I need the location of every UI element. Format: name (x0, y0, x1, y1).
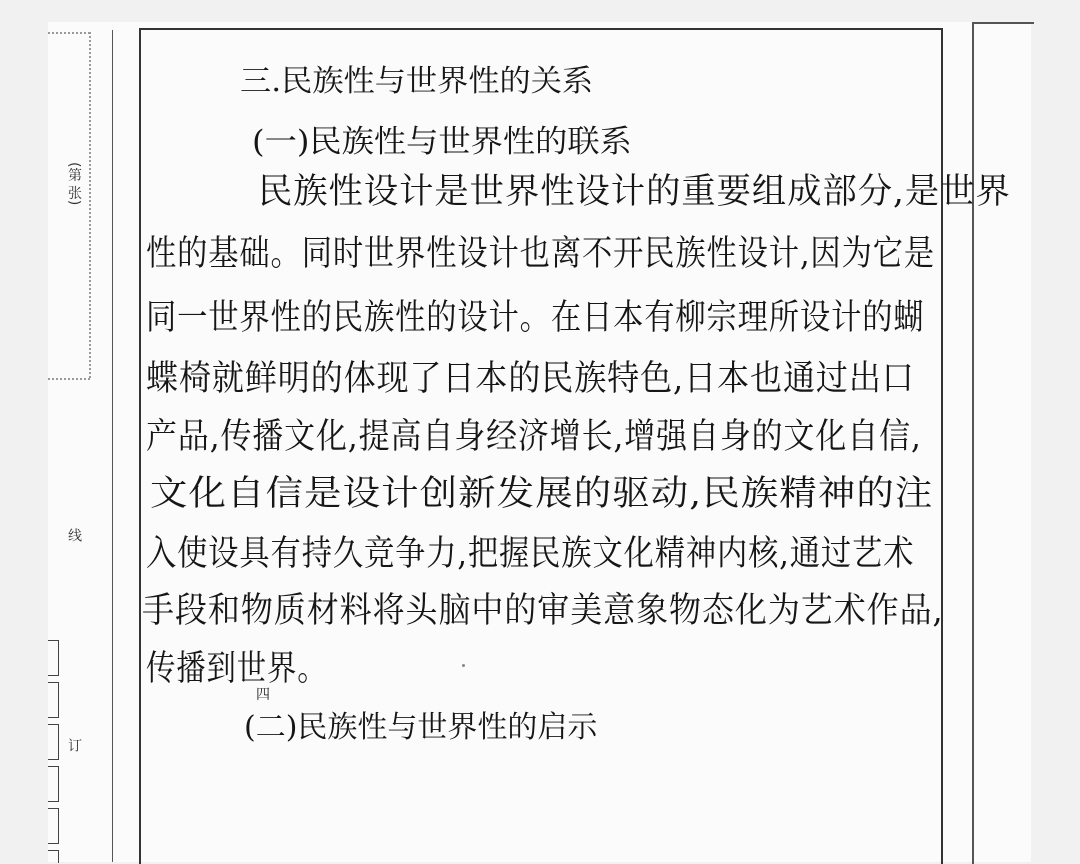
seal-box (48, 766, 59, 802)
subsection-title-1: (一)民族性与世界性的联系 (252, 124, 632, 160)
seal-box (48, 640, 59, 676)
paragraph-line-9: 传播到世界。 (146, 649, 328, 689)
ink-speck (462, 664, 465, 667)
seal-box (48, 682, 59, 718)
paragraph-line-8: 手段和物质材料将头脑中的审美意象物态化为艺术作品, (142, 591, 944, 631)
paragraph-line-4: 蝶椅就鲜明的体现了日本的民族特色,日本也通过出口 (146, 359, 915, 399)
binding-line-label: 线 (66, 528, 82, 542)
paragraph-line-1: 民族性设计是世界性设计的重要组成部分,是世界 (258, 172, 1011, 212)
binding-rule (112, 30, 113, 862)
correction-mark: 四 (256, 687, 270, 703)
paragraph-line-6: 文化自信是设计创新发展的驱动,民族精神的注 (150, 474, 934, 514)
section-title: 三.民族性与世界性的关系 (240, 64, 594, 99)
binding-dotted-top (48, 32, 90, 34)
seal-box (48, 808, 59, 844)
paragraph-line-3: 同一世界性的民族性的设计。在日本有柳宗理所设计的蝴 (146, 298, 925, 338)
binding-staple-label: 订 (66, 738, 82, 752)
sheet-number-label: (第 张) (66, 162, 82, 206)
seal-box (48, 724, 59, 760)
subsection-title-2: (二)民族性与世界性的启示 (244, 710, 598, 745)
paragraph-line-2: 性的基础。同时世界性设计也离不开民族性设计,因为它是 (146, 234, 936, 274)
paragraph-line-7: 入使设具有持久竞争力,把握民族文化精神内核,通过艺术 (146, 534, 915, 574)
binding-dotted-edge (89, 32, 91, 378)
next-page-edge (972, 22, 1034, 864)
paragraph-line-5: 产品,传播文化,提高自身经济增长,增强自身的文化自信, (146, 417, 922, 457)
seal-box (48, 850, 59, 863)
binding-dotted-divider (48, 378, 90, 380)
